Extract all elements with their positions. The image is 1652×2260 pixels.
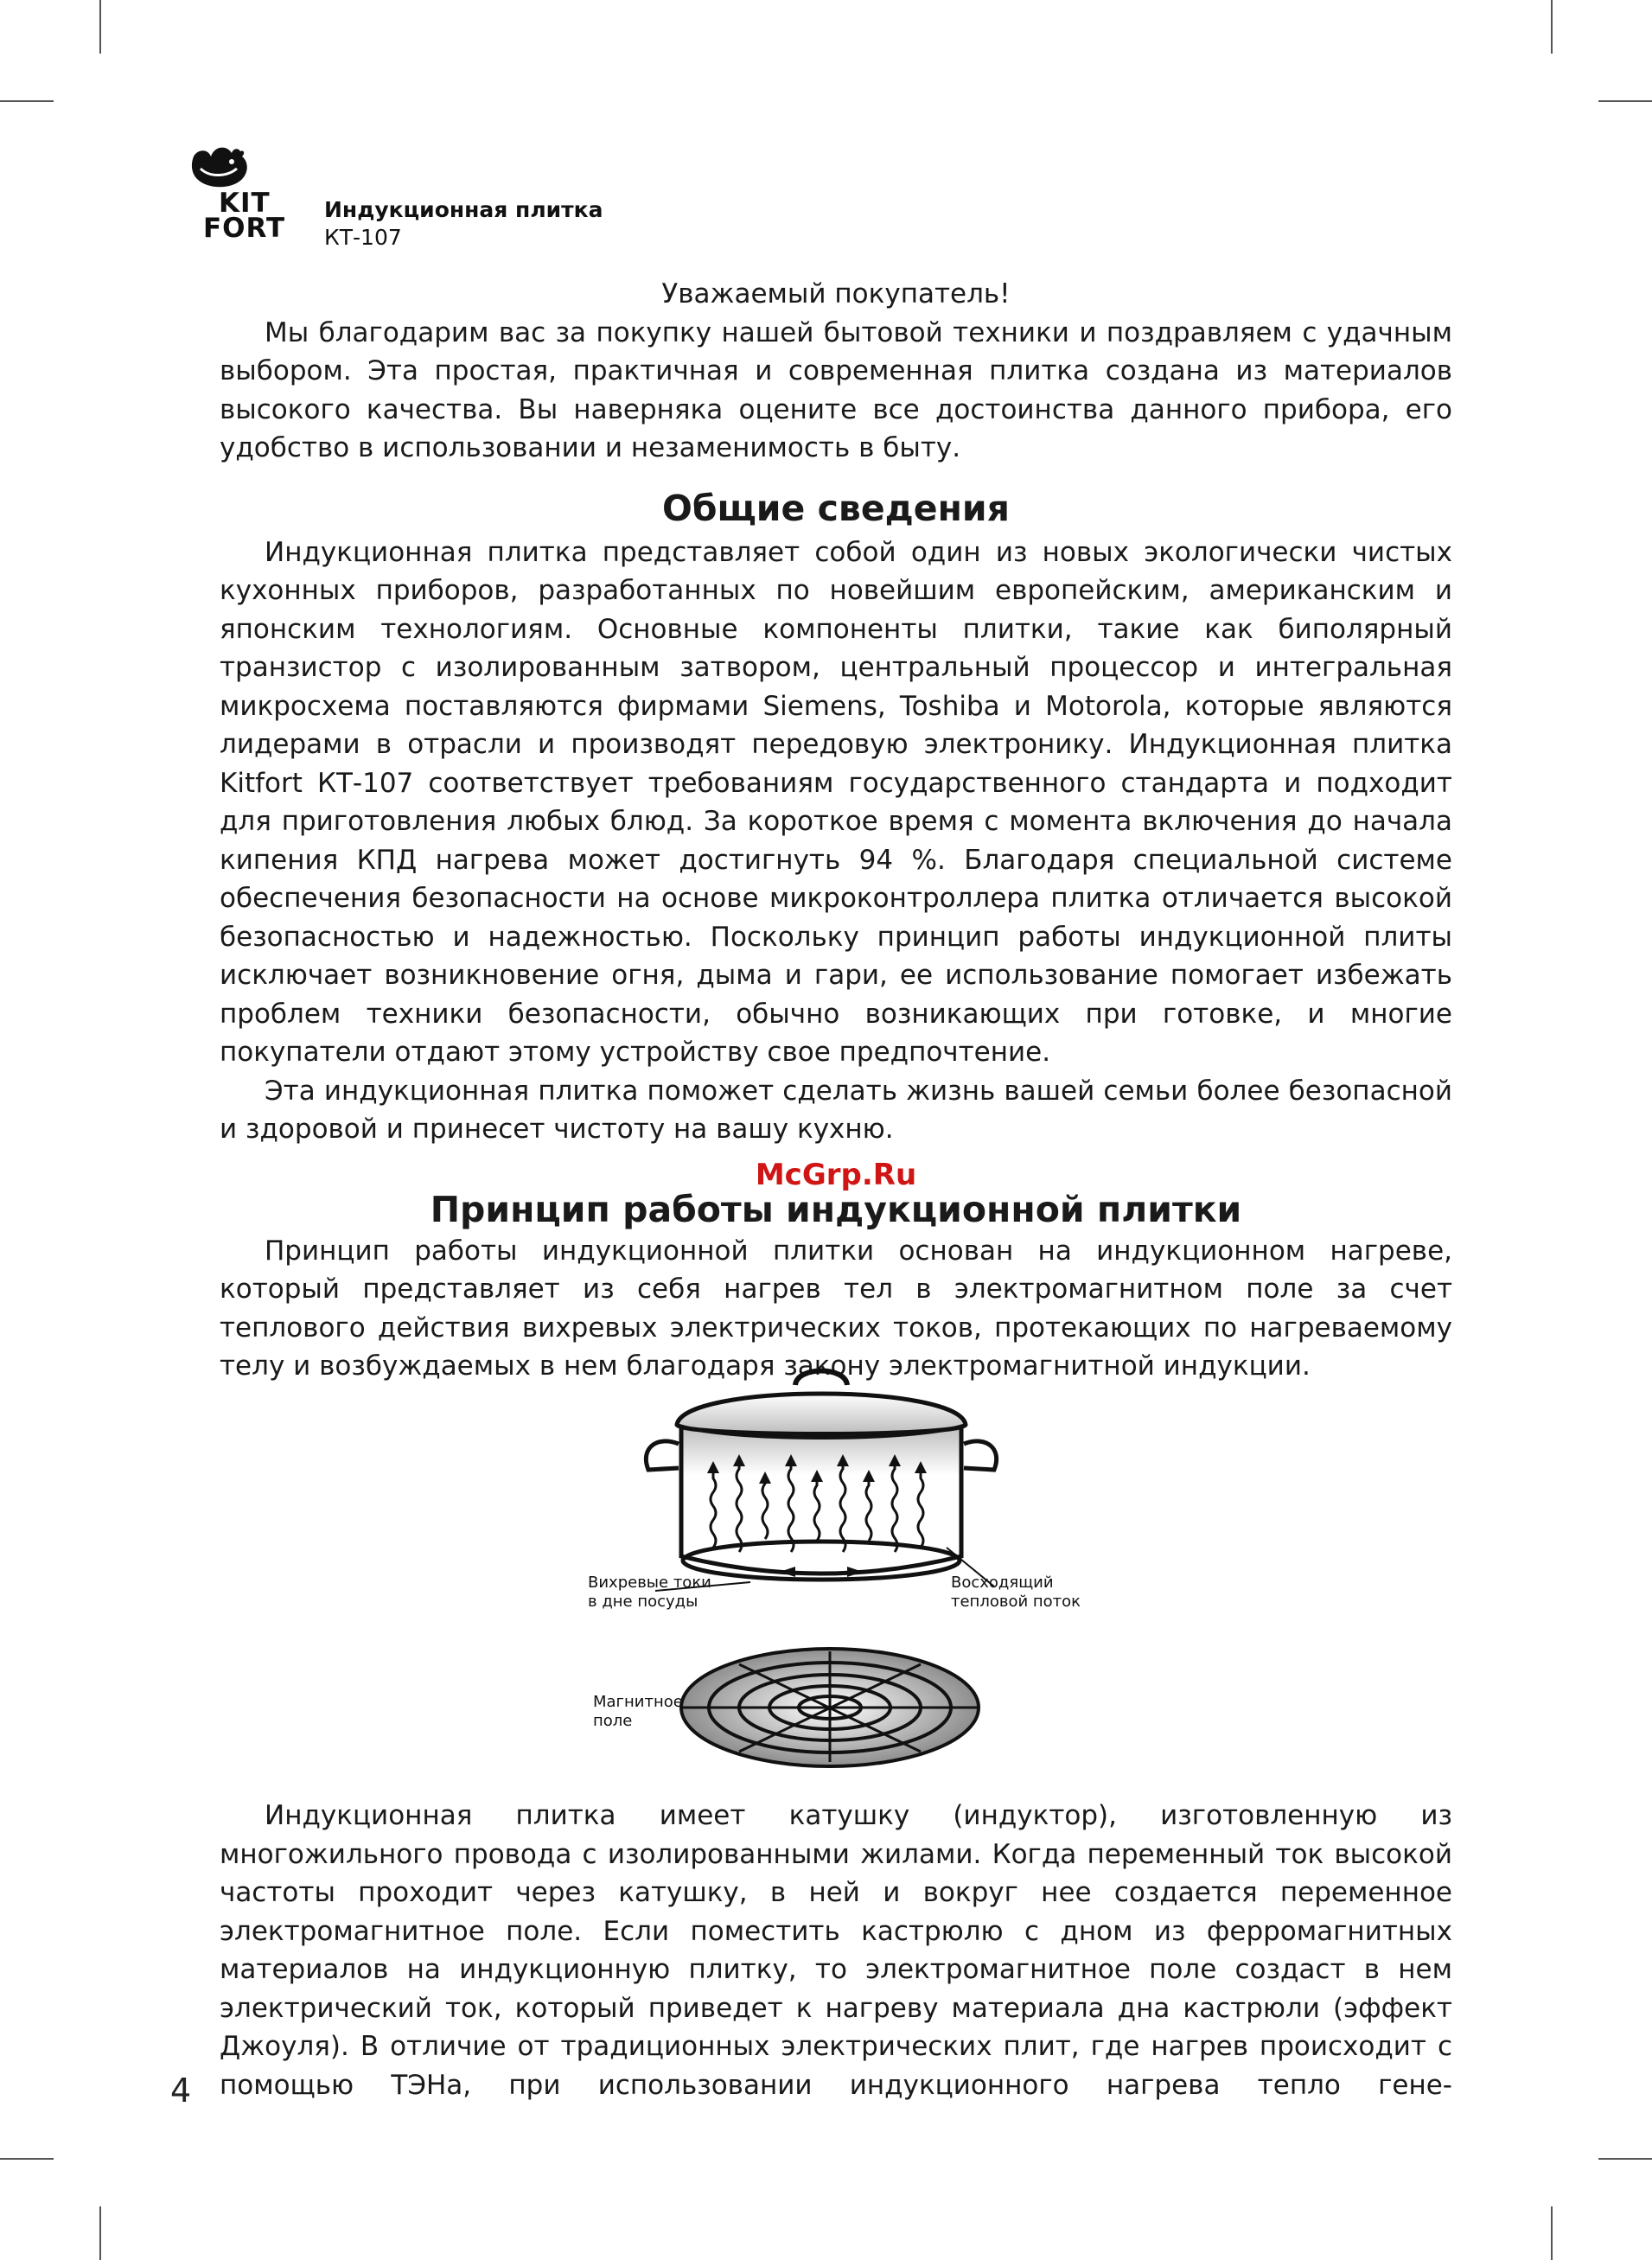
brand-line-1: KIT (219, 188, 271, 219)
brand-line-2: FORT (203, 213, 286, 244)
page-number: 4 (170, 2072, 192, 2110)
brand-logo (186, 143, 307, 255)
general-paragraph-1: Индукционная плитка представляет собой один из новых экологически чистых кухонных приборов, разработанных по новейшим европейским, американским и японским технологиям. Основные компоненты плитки, такие как биполярный транзистор с изолированным затвором, центральный процессор и интегральная микросхема поставляются фирмами Siemens, Toshiba и Motorola, которые являются лидерами в отрасли и производят передовую электронику. Индукционная плитка Kitfort КТ-107 соответствует требованиям государственного стандарта и подходит для приготовления любых блюд. За короткое время с момента включения до начала кипения КПД нагрева может достигнуть 94 %. Благодаря специальной системе обеспечения безопасности на основе микроконтроллера плитка отличается высокой безопасностью и надежностью. Поскольку принцип работы индукционной плиты исключает возникновение огня, дыма и гари, ее использование помогает избежать проблем техники безопасности, обычно возникающих при готовке, и многие покупатели отдают этому устройству свое предпочтение. (220, 536, 1452, 1068)
principle-paragraph-2: Индукционная плитка имеет катушку (индуктор), изготовленную из многожильного провода с изолированными жилами. Когда переменный ток высокой частоты проходит через катушку, в ней и вокруг нее создается переменное электромагнитное поле. Если поместить кастрюлю с дном из ферромагнитных материалов на индукционную плитку, то электромагнитное поле создаст в нем электрический ток, который приведет к нагреву материала дна кастрюли (эффект Джоуля). В отличие от традиционных электрических плит, где нагрев происходит с помощью ТЭНа, при использовании индукционного нагрева тепло гене- (220, 1800, 1452, 2101)
whale-logo-icon (188, 143, 258, 193)
crop-mark (99, 2206, 101, 2260)
crop-mark (1598, 2158, 1652, 2160)
intro-paragraph: Мы благодарим вас за покупку нашей бытовой техники и поздравляем с удачным выбором. Эта простая, практичная и современная плитка создана из материалов высокого качества. Вы наверняка оцените все достоинства данного прибора, его удобство в использовании и незаменимость в быту. (220, 316, 1452, 463)
product-model: КТ-107 (324, 225, 402, 250)
general-paragraph-2: Эта индукционная плитка поможет сделать жизнь вашей семьи более безопасной и здоровой и принесет чистоту на вашу кухню. (220, 1075, 1452, 1145)
bottom-content (220, 1797, 1452, 2104)
label-eddy-currents: Вихревые токи в дне посуды (588, 1574, 711, 1611)
watermark: McGrp.Ru (755, 1157, 917, 1192)
product-title: Индукционная плитка (324, 197, 603, 222)
crop-mark (0, 2158, 54, 2160)
crop-mark (1551, 0, 1553, 54)
crop-mark (1598, 100, 1652, 102)
greeting: Уважаемый покупатель! (661, 278, 1011, 310)
induction-diagram (553, 1340, 1107, 1772)
brand-wordmark (203, 188, 286, 244)
section-heading-principle: Принцип работы индукционной плитки (430, 1188, 1242, 1230)
principle-paragraph-1: Принцип работы индукционной плитки основан на индукционном нагреве, который представляет из себя нагрев тел в электромагнитном поле за счет теплового действия вихревых электрических токов, протекающих по нагреваемому телу и возбуждаемых в нем благодаря закону электромагнитной индукции. (220, 1235, 1452, 1382)
crop-mark (0, 100, 54, 102)
label-magnetic-field: Магнитное поле (593, 1693, 683, 1730)
crop-mark (1551, 2206, 1553, 2260)
crop-mark (99, 0, 101, 54)
section-heading-general: Общие сведения (662, 487, 1010, 529)
main-content (220, 275, 1452, 1386)
label-heat-flow: Восходящий тепловой поток (951, 1574, 1081, 1611)
